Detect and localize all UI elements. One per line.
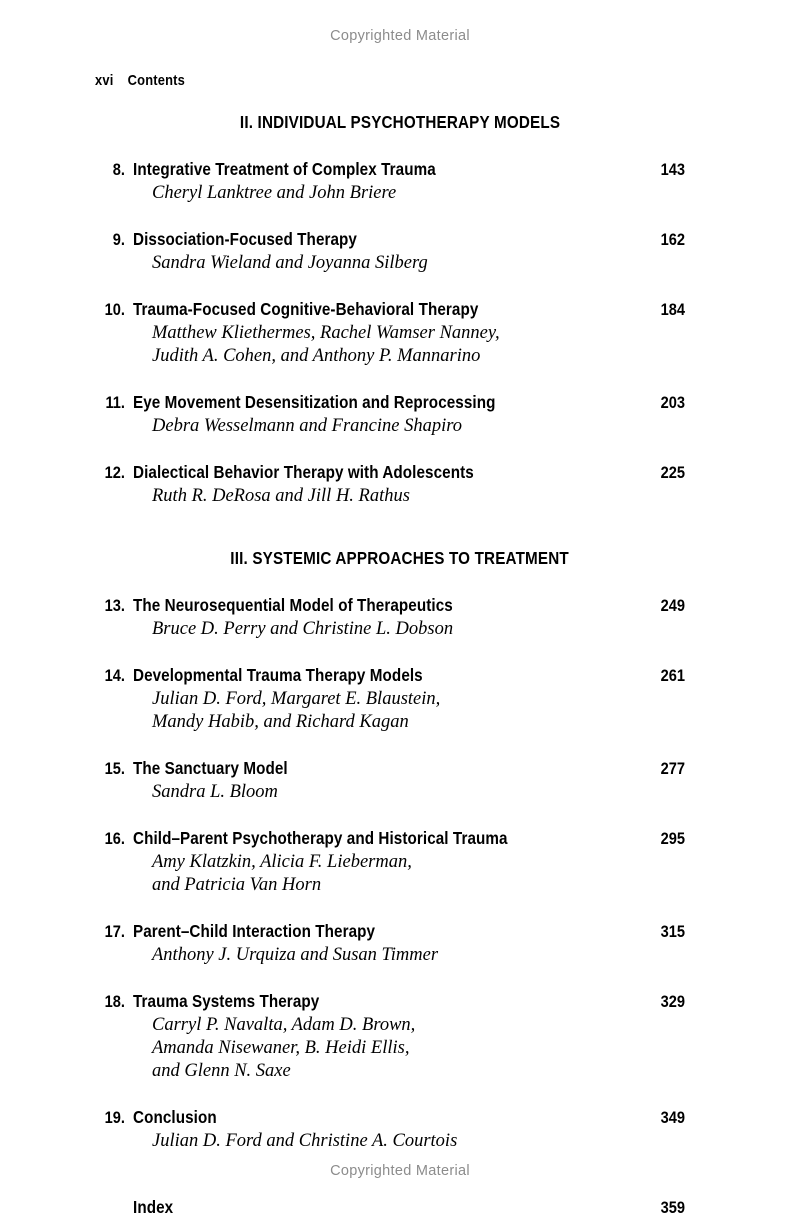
toc-entry[interactable] — [0, 227, 800, 275]
running-head — [95, 72, 185, 89]
toc-entry[interactable] — [0, 663, 800, 734]
chapter-page-number: 249 — [660, 596, 685, 615]
author-list — [0, 415, 800, 438]
author-list — [0, 322, 800, 368]
author-list — [0, 781, 800, 804]
author-line: Matthew Kliethermes, Rachel Wamser Nanney, — [152, 323, 500, 343]
author-line: Judith A. Cohen, and Anthony P. Mannarino — [152, 346, 481, 366]
entry-line — [0, 1105, 800, 1130]
entry-line — [0, 756, 800, 781]
author-line: Sandra Wieland and Joyanna Silberg — [152, 253, 428, 273]
chapter-number: 12. — [104, 463, 125, 482]
author-list — [0, 182, 800, 205]
author-line: Ruth R. DeRosa and Jill H. Rathus — [152, 486, 410, 506]
toc-entry[interactable] — [0, 756, 800, 804]
entry-line — [0, 157, 800, 182]
chapter-number: 16. — [104, 829, 125, 848]
author-list — [0, 485, 800, 508]
chapter-number: 9. — [112, 230, 125, 249]
chapter-title — [133, 1105, 680, 1130]
chapter-page-number: 329 — [660, 992, 685, 1011]
chapter-title — [133, 297, 680, 322]
chapter-title-text: Child–Parent Psychotherapy and Historical Trauma — [133, 828, 508, 848]
chapter-title — [133, 826, 680, 851]
toc-entry[interactable] — [0, 297, 800, 368]
toc-entry[interactable] — [0, 390, 800, 438]
toc-entry[interactable] — [0, 826, 800, 897]
author-line: Amy Klatzkin, Alicia F. Lieberman, — [152, 852, 412, 872]
entry-line — [0, 593, 800, 618]
page-folio: xvi — [95, 72, 114, 89]
chapter-page-number: 143 — [660, 160, 685, 179]
entry-line — [0, 390, 800, 415]
chapter-number: 10. — [104, 300, 125, 319]
chapter-number: 17. — [104, 922, 125, 941]
chapter-title-text: The Sanctuary Model — [133, 758, 288, 778]
chapter-title — [133, 663, 680, 688]
toc-entry[interactable] — [0, 157, 800, 205]
chapter-title — [133, 593, 680, 618]
author-line: Mandy Habib, and Richard Kagan — [152, 712, 409, 732]
author-list — [0, 618, 800, 641]
chapter-number: 8. — [112, 160, 125, 179]
section-heading — [0, 548, 800, 569]
copyright-watermark-top: Copyrighted Material — [330, 28, 470, 44]
entry-line — [0, 919, 800, 944]
toc-entry[interactable] — [0, 1105, 800, 1153]
author-list — [0, 688, 800, 734]
chapter-title-text: Developmental Trauma Therapy Models — [133, 665, 423, 685]
chapter-title — [133, 227, 680, 252]
toc-entry-list — [0, 593, 800, 1153]
toc-entry[interactable] — [0, 460, 800, 508]
author-line: Anthony J. Urquiza and Susan Timmer — [152, 945, 439, 965]
chapter-page-number: 225 — [660, 463, 685, 482]
entry-line — [0, 460, 800, 485]
chapter-title-text: Conclusion — [133, 1107, 217, 1127]
chapter-page-number: 162 — [660, 230, 685, 249]
chapter-number: 15. — [104, 759, 125, 778]
toc-entry[interactable] — [0, 593, 800, 641]
toc-entry-list — [0, 157, 800, 508]
chapter-page-number: 184 — [660, 300, 685, 319]
toc-entry[interactable] — [0, 989, 800, 1083]
chapter-number: 11. — [105, 393, 125, 412]
author-line: Julian D. Ford and Christine A. Courtois — [152, 1131, 458, 1151]
chapter-title-text: Dissociation-Focused Therapy — [133, 229, 357, 249]
running-head-label: Contents — [127, 72, 185, 89]
entry-line — [0, 297, 800, 322]
toc-content — [0, 112, 800, 1220]
author-list — [0, 252, 800, 275]
copyright-watermark-bottom: Copyrighted Material — [330, 1163, 470, 1179]
chapter-title — [133, 157, 680, 182]
section-heading — [0, 112, 800, 133]
section-heading-text: II. INDIVIDUAL PSYCHOTHERAPY MODELS — [239, 112, 561, 132]
chapter-title — [133, 460, 680, 485]
author-line: Debra Wesselmann and Francine Shapiro — [152, 416, 463, 436]
author-list — [0, 1014, 800, 1083]
author-line: Cheryl Lanktree and John Briere — [152, 183, 397, 203]
chapter-title-text: Dialectical Behavior Therapy with Adolescents — [133, 462, 474, 482]
chapter-title-text: Eye Movement Desensitization and Reprocessing — [133, 392, 496, 412]
index-title-text: Index — [133, 1197, 174, 1217]
entry-line — [0, 663, 800, 688]
toc-entry[interactable] — [0, 919, 800, 967]
chapter-page-number: 295 — [660, 829, 685, 848]
chapter-title — [133, 390, 680, 415]
author-line: Sandra L. Bloom — [152, 782, 278, 802]
entry-line — [0, 227, 800, 252]
chapter-title-text: Parent–Child Interaction Therapy — [133, 921, 376, 941]
author-line: and Patricia Van Horn — [152, 875, 322, 895]
author-list — [0, 851, 800, 897]
chapter-number: 13. — [104, 596, 125, 615]
chapter-title — [133, 756, 680, 781]
chapter-number: 19. — [104, 1108, 125, 1127]
author-line: and Glenn N. Saxe — [152, 1061, 291, 1081]
chapter-page-number: 261 — [660, 666, 685, 685]
author-line: Julian D. Ford, Margaret E. Blaustein, — [152, 689, 441, 709]
chapter-page-number: 203 — [660, 393, 685, 412]
chapter-title-text: The Neurosequential Model of Therapeutics — [133, 595, 453, 615]
chapter-page-number: 349 — [660, 1108, 685, 1127]
author-line: Carryl P. Navalta, Adam D. Brown, — [152, 1015, 416, 1035]
section-heading-text: III. SYSTEMIC APPROACHES TO TREATMENT — [230, 548, 570, 568]
chapter-title — [133, 989, 680, 1014]
author-line: Bruce D. Perry and Christine L. Dobson — [152, 619, 454, 639]
chapter-title-text: Trauma-Focused Cognitive-Behavioral Therapy — [133, 299, 479, 319]
chapter-number: 14. — [104, 666, 125, 685]
chapter-title-text: Integrative Treatment of Complex Trauma — [133, 159, 436, 179]
chapter-page-number: 277 — [660, 759, 685, 778]
index-page-number: 359 — [660, 1198, 685, 1217]
chapter-title-text: Trauma Systems Therapy — [133, 991, 320, 1011]
author-line: Amanda Nisewaner, B. Heidi Ellis, — [152, 1038, 410, 1058]
author-list — [0, 1130, 800, 1153]
entry-line — [0, 989, 800, 1014]
chapter-title — [133, 919, 680, 944]
author-list — [0, 944, 800, 967]
entry-line — [0, 826, 800, 851]
chapter-page-number: 315 — [660, 922, 685, 941]
chapter-number: 18. — [104, 992, 125, 1011]
